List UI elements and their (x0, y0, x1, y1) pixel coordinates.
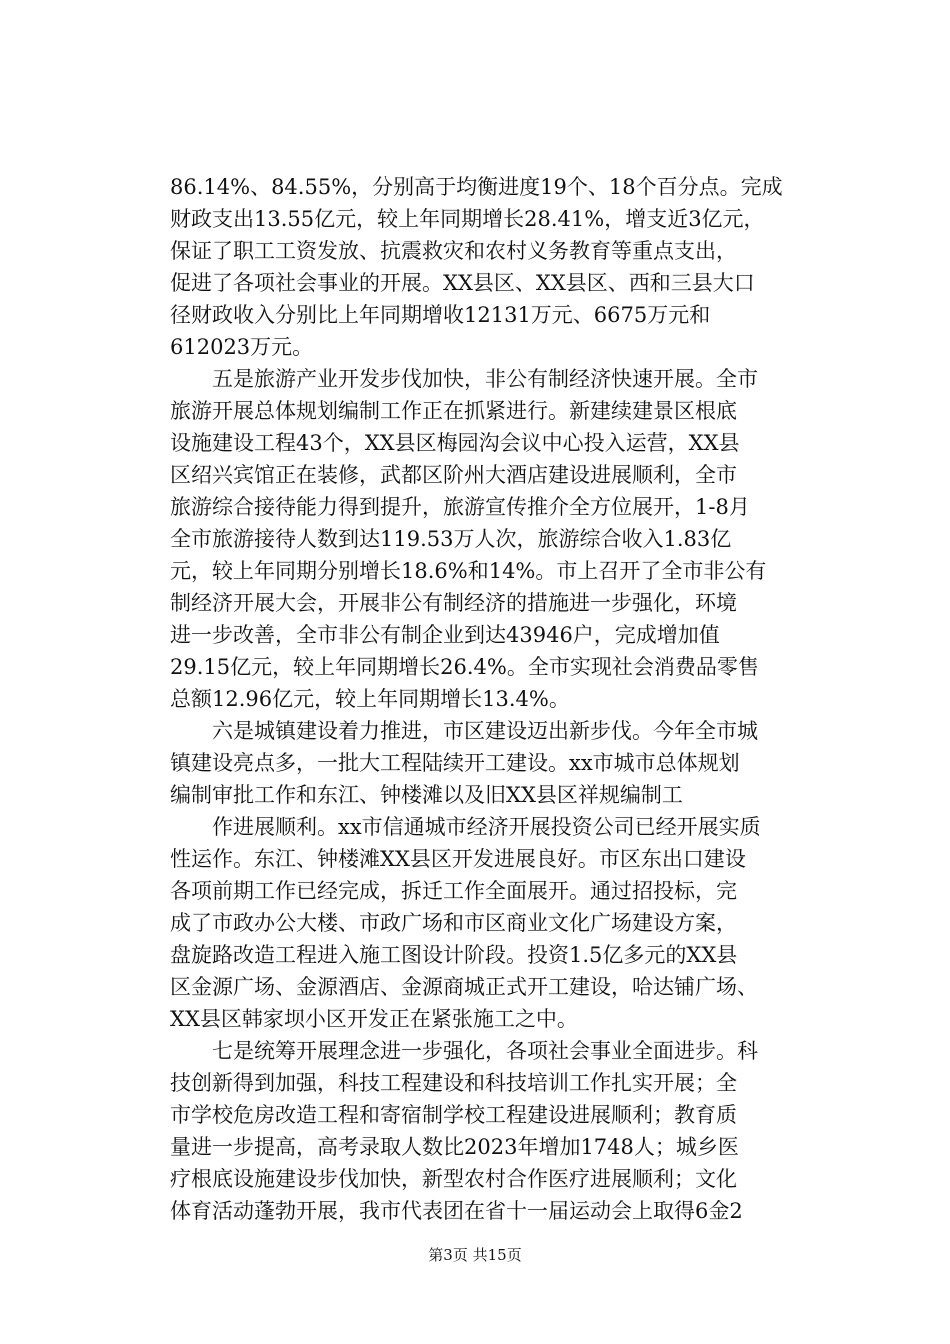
text-line: 体育活动蓬勃开展，我市代表团在省十一届运动会上取得6金2 (170, 1199, 743, 1223)
text-line: 86.14%、84.55%，分别高于均衡进度19个、18个百分点。完成 (170, 175, 783, 199)
text-line: 612023万元。 (170, 335, 314, 359)
page-number: 第3页 共15页 (428, 1246, 522, 1264)
text-line: 五是旅游产业开发步伐加快，非公有制经济快速开展。全市 (170, 367, 758, 391)
document-body (170, 171, 795, 1227)
text-line: 区绍兴宾馆正在装修，武都区阶州大酒店建设进展顺利，全市 (170, 463, 737, 487)
text-line: 旅游综合接待能力得到提升，旅游宣传推介全方位展开，1-8月 (170, 495, 750, 519)
text-line: 技创新得到加强，科技工程建设和科技培训工作扎实开展；全 (170, 1071, 737, 1095)
text-line: 七是统筹开展理念进一步强化，各项社会事业全面进步。科 (170, 1039, 758, 1063)
text-line: 量进一步提高，高考录取人数比2023年增加1748人；城乡医 (170, 1135, 739, 1159)
text-line: 作进展顺利。xx市信通城市经济开展投资公司已经开展实质 (170, 815, 761, 839)
page-footer (0, 1245, 950, 1265)
text-line: 区金源广场、金源酒店、金源商城正式开工建设，哈达铺广场、 (170, 975, 758, 999)
text-line: 编制审批工作和东江、钟楼滩以及旧XX县区祥规编制工 (170, 783, 683, 807)
text-line: 成了市政办公大楼、市政广场和市区商业文化广场建设方案， (170, 911, 737, 935)
text-line: 全市旅游接待人数到达119.53万人次，旅游综合收入1.83亿 (170, 527, 732, 551)
text-line: 六是城镇建设着力推进，市区建设迈出新步伐。今年全市城 (170, 719, 758, 743)
text-line: XX县区韩家坝小区开发正在紧张施工之中。 (170, 1007, 578, 1031)
text-line: 保证了职工工资发放、抗震救灾和农村义务教育等重点支出， (170, 239, 737, 263)
text-line: 进一步改善，全市非公有制企业到达43946户，完成增加值 (170, 623, 720, 647)
text-line: 各项前期工作已经完成，拆迁工作全面展开。通过招投标，完 (170, 879, 737, 903)
text-line: 制经济开展大会，开展非公有制经济的措施进一步强化，环境 (170, 591, 737, 615)
text-line: 性运作。东江、钟楼滩XX县区开发进展良好。市区东出口建设 (170, 847, 746, 871)
text-line: 径财政收入分别比上年同期增收12131万元、6675万元和 (170, 303, 711, 327)
text-line: 总额12.96亿元，较上年同期增长13.4%。 (170, 687, 570, 711)
text-line: 29.15亿元，较上年同期增长26.4%。全市实现社会消费品零售 (170, 655, 759, 679)
text-line: 元，较上年同期分别增长18.6%和14%。市上召开了全市非公有 (170, 559, 767, 583)
text-line: 促进了各项社会事业的开展。XX县区、XX县区、西和三县大口 (170, 271, 755, 295)
text-line: 疗根底设施建设步伐加快，新型农村合作医疗进展顺利；文化 (170, 1167, 737, 1191)
text-line: 设施建设工程43个，XX县区梅园沟会议中心投入运营，XX县 (170, 431, 740, 455)
text-line: 旅游开展总体规划编制工作正在抓紧进行。新建续建景区根底 (170, 399, 737, 423)
text-line: 镇建设亮点多，一批大工程陆续开工建设。xx市城市总体规划 (170, 751, 740, 775)
text-line: 财政支出13.55亿元，较上年同期增长28.41%，增支近3亿元， (170, 207, 765, 231)
text-line: 市学校危房改造工程和寄宿制学校工程建设进展顺利；教育质 (170, 1103, 737, 1127)
text-line: 盘旋路改造工程进入施工图设计阶段。投资1.5亿多元的XX县 (170, 943, 738, 967)
